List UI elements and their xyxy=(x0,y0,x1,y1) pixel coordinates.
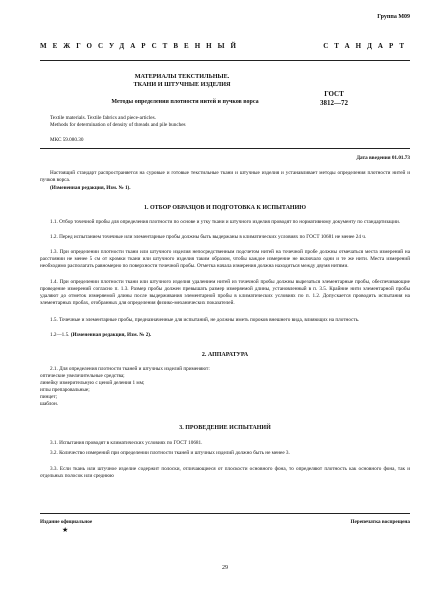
reprint-prohibited-label: Перепечатка воспрещена xyxy=(350,519,410,525)
paragraph-1-4: 1.4. При определении плотности ткани или штучного изделия удалением нитей из точечной пробы должны вырезаться элементарные пробы, обеспечивающие проведение измерений согласно п. 1.3. Размер пробы должен превышать размер измеряемой длины, установленный в п. 3.5. Крайние нити элементарной пробы удаляют до отметок измеряемой длины после выдерживания элементарной пробы в климатических условиях по п. 1.2. Допускается проводить испытания на элементарных пробах, отобранных для определения физико-механических показателей. xyxy=(40,279,410,307)
amendment-1: (Измененная редакция, Изм. № 1). xyxy=(50,185,131,191)
equipment-item: оптические увеличительные средства; xyxy=(40,373,125,379)
document-title xyxy=(82,73,282,89)
paragraph-3-2: 3.2. Количество измерений при определении плотности тканей и штучных изделий должно быть не менее 3. xyxy=(50,450,290,456)
gost-label: ГОСТ xyxy=(324,90,344,98)
english-title-line-1: Textile materials. Textile fabrics and piece-articles. xyxy=(50,115,156,121)
paragraph-1-1: 1.1. Отбор точечной пробы для определения плотности по основе и утку ткани и штучного изделия проводят по нормативному документу по стандартизации. xyxy=(50,219,401,225)
equipment-item: линейку измерительную с ценой деления 1 мм; xyxy=(40,380,145,387)
official-edition-label: Издание официальное xyxy=(40,519,93,525)
star-icon: ★ xyxy=(62,526,69,534)
equipment-item: иглы препаровальные; xyxy=(40,387,90,394)
amendment-2 xyxy=(40,332,410,339)
section-3-heading: 3. ПРОВЕДЕНИЕ ИСПЫТАНИЙ xyxy=(179,425,271,431)
mks-code: МКС 59.080.30 xyxy=(50,137,84,143)
paragraph-3-3: 3.3. Если ткань или штучное изделие содержит полоски, отличающиеся от плоскости основного фона, то определяют плотность как основного фона, так и отдельных полосок или среднюю xyxy=(40,466,410,480)
group-code: Группа М09 xyxy=(377,14,410,20)
paragraph-1-3: 1.3. При определении плотности ткани или штучного изделия непосредственным подсчетом нитей на точечной пробе должны отмечаться места измерений на расстоянии не менее 5 см от кромки ткани или штучного изделия таким образом, чтобы каждое измерение не включало одни и те же нити. Места измерений необходимо располагать равномерно по поверхности точечной пробы. Отметка начала измерения должна находиться между двумя нитями. xyxy=(40,249,410,270)
paragraph-1-5: 1.5. Точечные и элементарные пробы, предназначенные для испытаний, не должны иметь пороков внешнего вида, влияющих на плотность. xyxy=(50,317,360,323)
paragraph-3-1: 3.1. Испытания проводят в климатических условиях по ГОСТ 10681. xyxy=(50,440,203,446)
effective-date: Дата введения 01.01.73 xyxy=(356,155,410,161)
document-subtitle: Методы определения плотности нитей и пучков ворса xyxy=(111,99,259,105)
equipment-item: пинцет; xyxy=(40,394,58,401)
title-line-2: ТКАНИ И ШТУЧНЫЕ ИЗДЕЛИЯ xyxy=(133,81,231,88)
standard-header: МЕЖГОСУДАРСТВЕННЫЙ СТАНДАРТ xyxy=(40,42,410,50)
footer-rule xyxy=(40,513,410,514)
english-title-line-2: Methods for determination of density of threads and pile bunches xyxy=(50,122,186,128)
equipment-list xyxy=(40,373,410,408)
gost-number: 3812—72 xyxy=(320,99,348,107)
page-number: 29 xyxy=(222,565,228,571)
amendment-2-text: (Измененная редакция, Изм. № 2). xyxy=(70,332,152,338)
english-title xyxy=(50,115,186,129)
section-1-heading: 1. ОТБОР ОБРАЗЦОВ И ПОДГОТОВКА К ИСПЫТАНИЮ xyxy=(143,205,307,211)
header-rule xyxy=(40,60,410,61)
paragraph-1-2: 1.2. Перед испытанием точечные или элементарные пробы должны быть выдержаны в климатических условиях по ГОСТ 10681 не менее 24 ч. xyxy=(50,234,367,240)
intro-paragraph: Настоящий стандарт распространяется на суровые и готовые текстильные ткани и штучные изделия и устанавливает методы определения плотности нитей и пучков ворса. xyxy=(40,170,410,184)
section-2-heading: 2. АППАРАТУРА xyxy=(201,352,249,358)
gost-block xyxy=(306,90,362,108)
paragraph-2-1: 2.1. Для определения плотности тканей и штучных изделий применяют: xyxy=(50,366,210,372)
title-rule xyxy=(40,148,410,149)
amendment-2-prefix: 1.2—1.5. xyxy=(50,332,70,338)
title-line-1: МАТЕРИАЛЫ ТЕКСТИЛЬНЫЕ. xyxy=(134,73,230,80)
equipment-item: шаблон. xyxy=(40,401,59,408)
